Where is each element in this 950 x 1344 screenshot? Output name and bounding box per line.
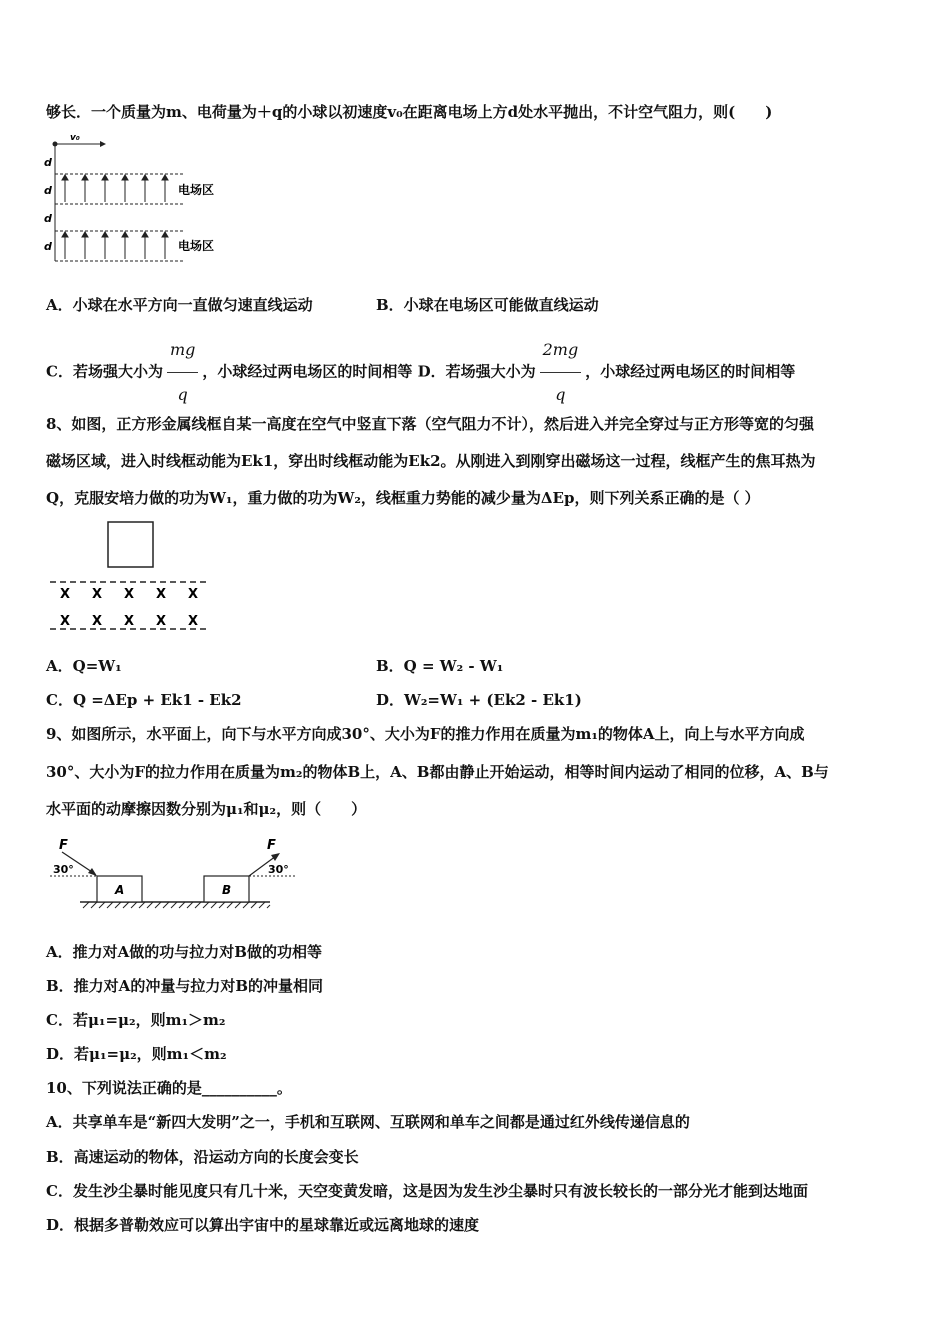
q9-option-d[interactable]: D．若μ₁=μ₂，则m₁＜m₂ bbox=[46, 1045, 227, 1063]
q7-option-c-d[interactable] bbox=[46, 330, 795, 415]
q7-option-b[interactable]: B．小球在电场区可能做直线运动 bbox=[376, 296, 599, 314]
q9-stem-line2: 30°、大小为F的拉力作用在质量为m₂的物体B上，A、B都由静止开始运动，相等时间内运动了相同的位移，A、B与 bbox=[46, 763, 829, 781]
svg-text:X: X bbox=[188, 614, 199, 629]
square-frame bbox=[108, 522, 153, 567]
svg-text:X: X bbox=[92, 587, 103, 602]
d-label-4: d bbox=[44, 240, 52, 253]
svg-text:X: X bbox=[60, 587, 71, 602]
q9-option-a[interactable]: A．推力对A做的功与拉力对B做的功相等 bbox=[46, 943, 322, 961]
q7-stem-line1: 够长．一个质量为m、电荷量为＋q的小球以初速度v₀在距离电场上方d处水平抛出，不计空气阻力，则( ) bbox=[46, 103, 773, 121]
q7-option-c-suffix: ，小球经过两电场区的时间相等 D．若场强大小为 bbox=[202, 362, 536, 381]
q10-option-c[interactable]: C．发生沙尘暴时能见度只有几十米，天空变黄发暗，这是因为发生沙尘暴时只有波长较长的一部分光才能到达地面 bbox=[46, 1182, 808, 1200]
q10-option-d[interactable]: D．根据多普勒效应可以算出宇宙中的星球靠近或远离地球的速度 bbox=[46, 1216, 480, 1234]
q8-option-a[interactable]: A．Q=W₁ bbox=[46, 657, 122, 675]
q10-stem: 10、下列说法正确的是__________。 bbox=[46, 1079, 292, 1097]
q8-option-c[interactable]: C．Q =ΔEp + Ek1 - Ek2 bbox=[46, 691, 242, 709]
q9-option-b[interactable]: B．推力对A的冲量与拉力对B的冲量相同 bbox=[46, 977, 323, 995]
q8-stem-line2: 磁场区域，进入时线框动能为Ek1，穿出时线框动能为Ek2。从刚进入到刚穿出磁场这一过程，线框产生的焦耳热为 bbox=[46, 452, 816, 470]
q7-option-c-numerator: mg bbox=[167, 330, 198, 373]
q8-magnetic-field-figure bbox=[45, 518, 215, 636]
svg-text:X: X bbox=[92, 614, 103, 629]
d-label-1: d bbox=[44, 156, 52, 169]
q9-option-c[interactable]: C．若μ₁=μ₂，则m₁＞m₂ bbox=[46, 1011, 226, 1029]
field-region-label-1: 电场区 bbox=[178, 183, 215, 197]
svg-text:X: X bbox=[124, 614, 135, 629]
svg-text:X: X bbox=[156, 587, 167, 602]
field-region-label-2: 电场区 bbox=[178, 239, 215, 253]
q7-electric-field-figure bbox=[40, 128, 230, 268]
d-label-3: d bbox=[44, 212, 52, 225]
svg-text:X: X bbox=[124, 587, 135, 602]
svg-text:X: X bbox=[188, 587, 199, 602]
q9-stem-line1: 9、如图所示，水平面上，向下与水平方向成30°、大小为F的推力作用在质量为m₁的物体A上，向上与水平方向成 bbox=[46, 725, 805, 743]
v0-label: v₀ bbox=[70, 133, 80, 143]
force-label-a: F bbox=[59, 838, 68, 853]
q7-option-d-numerator: 2mg bbox=[540, 330, 582, 373]
q7-option-c-prefix: C．若场强大小为 bbox=[46, 362, 163, 381]
block-a-label: A bbox=[115, 883, 125, 897]
q10-option-b[interactable]: B．高速运动的物体，沿运动方向的长度会变长 bbox=[46, 1148, 359, 1166]
q7-option-c-fraction bbox=[167, 330, 198, 415]
block-b-label: B bbox=[222, 883, 232, 897]
q7-option-d-denominator: q bbox=[555, 385, 566, 404]
angle-label-a: 30° bbox=[53, 863, 74, 876]
svg-text:X: X bbox=[60, 614, 71, 629]
q9-stem-line3: 水平面的动摩擦因数分别为μ₁和μ₂，则（ ） bbox=[46, 800, 367, 818]
angle-label-b: 30° bbox=[268, 863, 289, 876]
d-label-2: d bbox=[44, 184, 52, 197]
q8-option-d[interactable]: D．W₂=W₁ + (Ek2 - Ek1) bbox=[376, 691, 582, 709]
q8-stem-line3: Q，克服安培力做的功为W₁，重力做的功为W₂，线框重力势能的减少量为ΔEp，则下列关系正确的是（ ） bbox=[46, 489, 760, 507]
q8-option-b[interactable]: B．Q = W₂ - W₁ bbox=[376, 657, 504, 675]
q7-option-d-suffix: ，小球经过两电场区的时间相等 bbox=[585, 362, 796, 381]
q8-stem-line1: 8、如图，正方形金属线框自某一高度在空气中竖直下落（空气阻力不计），然后进入并完全穿过与正方形等宽的匀强 bbox=[46, 415, 814, 433]
force-label-b: F bbox=[267, 838, 276, 853]
q7-option-a[interactable]: A．小球在水平方向一直做匀速直线运动 bbox=[46, 296, 313, 314]
svg-text:X: X bbox=[156, 614, 167, 629]
q10-option-a[interactable]: A．共享单车是“新四大发明”之一，手机和互联网、互联网和单车之间都是通过红外线传递信息的 bbox=[46, 1113, 690, 1131]
q7-option-c-denominator: q bbox=[177, 385, 188, 404]
q7-option-d-fraction bbox=[540, 330, 582, 415]
q9-blocks-figure bbox=[45, 836, 305, 916]
